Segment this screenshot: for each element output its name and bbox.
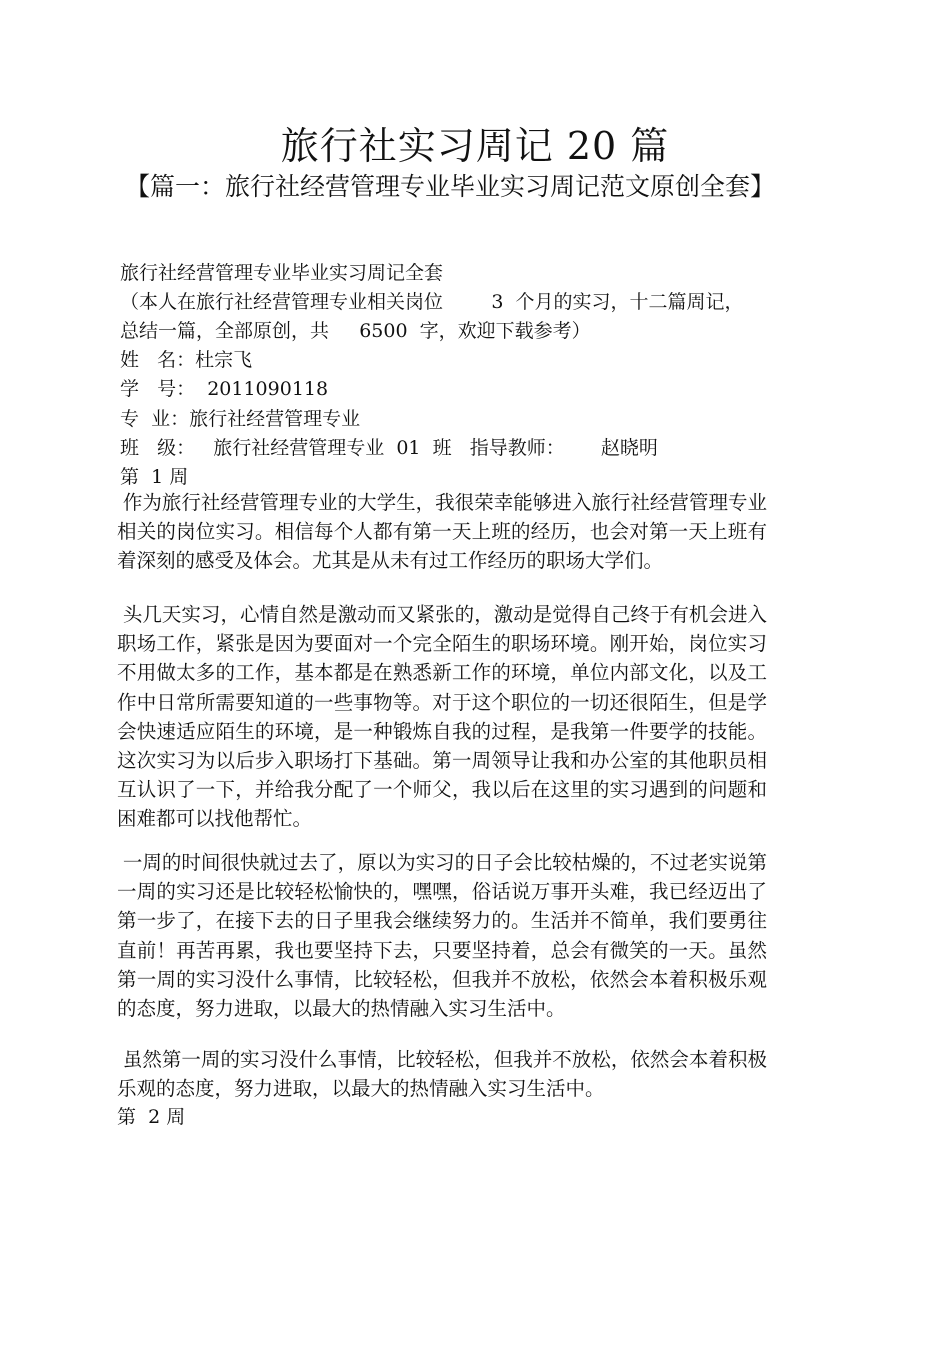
intro-line-2: 总结一篇，全部原创，共 6500 字，欢迎下载参考） — [120, 320, 591, 342]
class-and-advisor: 班 级： 旅行社经营管理专业 01 班 指导教师： 赵晓明 — [120, 437, 658, 459]
paragraph-2: 头几天实习，心情自然是激动而又紧张的，激动是觉得自己终于有机会进入职场工作，紧张是因为要面对一个完全陌生的职场环境。刚开始，岗位实习不用做太多的工作，基本都是在熟悉新工作的环境，单位内部文化，以及工作中日常所需要知道的一些事物等。对于这个职位的一切还很陌生，但是学会快速适应陌生的环境，是一种锻炼自我的过程，是我第一件要学的技能。这次实习为以后步入职场打下基础。第一周领导让我和办公室的其他职员相互认识了一下，并给我分配了一个师父，我以后在这里的实习遇到的问题和困难都可以找他帮忙。 — [117, 603, 767, 831]
intro-line-1: （本人在旅行社经营管理专业相关岗位 3 个月的实习，十二篇周记， — [120, 291, 744, 313]
intro-title: 旅行社经营管理专业毕业实习周记全套 — [120, 262, 444, 284]
paragraph-1: 作为旅行社经营管理专业的大学生，我很荣幸能够进入旅行社经营管理专业相关的岗位实习。相信每个人都有第一天上班的经历，也会对第一天上班有着深刻的感受及体会。尤其是从未有过工作经历的职场大学们。 — [117, 491, 767, 573]
document-title: 旅行社实习周记 20 篇 — [280, 124, 670, 168]
paragraph-4: 虽然第一周的实习没什么事情，比较轻松，但我并不放松，依然会本着积极乐观的态度，努力进取，以最大的热情融入实习生活中。 — [117, 1048, 767, 1101]
section-heading: 【篇一：旅行社经营管理专业毕业实习周记范文原创全套】 — [125, 172, 776, 201]
student-major: 专 业：旅行社经营管理专业 — [120, 408, 361, 430]
student-name: 姓 名：杜宗飞 — [120, 349, 253, 371]
week-1-heading: 第 1 周 — [120, 466, 189, 488]
student-id: 学 号： 2011090118 — [120, 378, 329, 400]
paragraph-3: 一周的时间很快就过去了，原以为实习的日子会比较枯燥的，不过老实说第一周的实习还是比较轻松愉快的，嘿嘿，俗话说万事开头难，我已经迈出了第一步了，在接下去的日子里我会继续努力的。生活并不简单，我们要勇往直前！再苦再累，我也要坚持下去，只要坚持着，总会有微笑的一天。虽然第一周的实习没什么事情，比较轻松，但我并不放松，依然会本着积极乐观的态度，努力进取，以最大的热情融入实习生活中。 — [117, 851, 767, 1021]
week-2-heading: 第 2 周 — [117, 1106, 186, 1128]
